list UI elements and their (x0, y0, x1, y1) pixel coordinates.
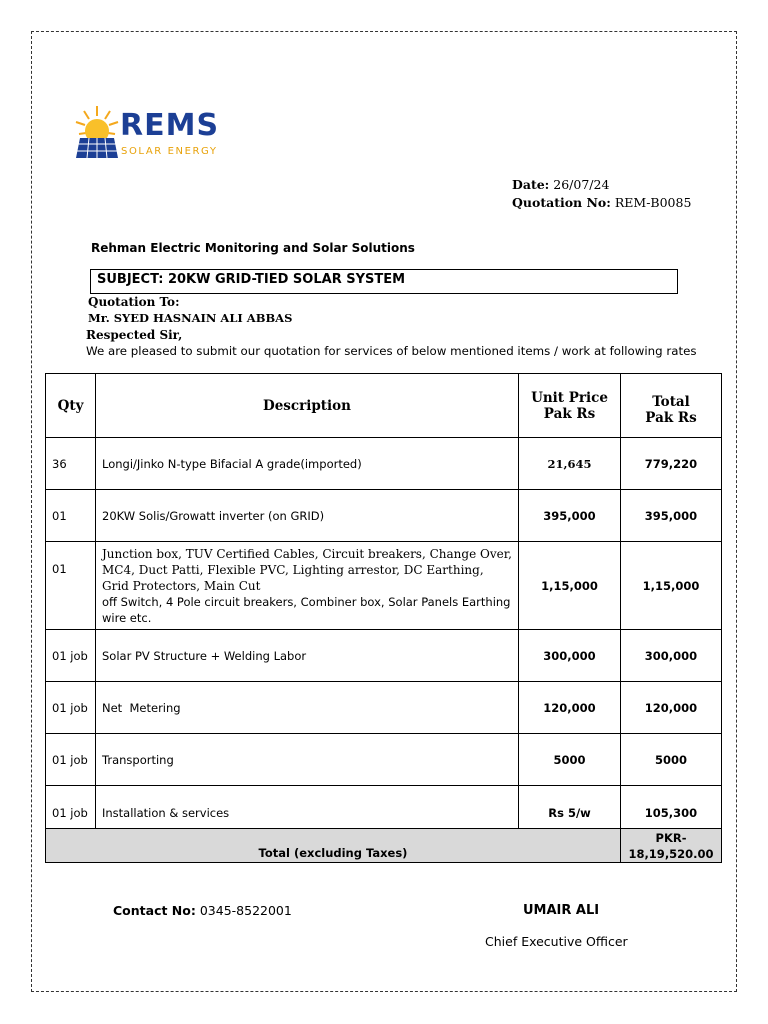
row-unit-price: 21,645 (519, 438, 621, 490)
table-row (46, 630, 722, 682)
quotation-number-line (512, 195, 691, 210)
description-header: Description (96, 374, 519, 438)
contact-label: Contact No: (113, 903, 196, 918)
row-qty: 01 job (46, 734, 96, 786)
row-unit-price: 5000 (519, 734, 621, 786)
row-unit-price: 120,000 (519, 682, 621, 734)
qty-header: Qty (46, 374, 96, 438)
row-description-line1: Junction box, TUV Certified Cables, Circuit breakers, Change Over, MC4, Duct Patti, Flexible PVC, Lighting arrestor, DC Earthing, Grid Protectors, Main Cut (102, 546, 512, 593)
row-qty: 36 (46, 438, 96, 490)
date-label: Date: (512, 177, 550, 192)
row-qty: 01 (46, 490, 96, 542)
table-row (46, 734, 722, 786)
logo-tagline: SOLAR ENERGY (121, 146, 218, 157)
table-row (46, 438, 722, 490)
company-logo (74, 104, 234, 164)
row-qty: 01 job (46, 630, 96, 682)
logo-brand-text: REMS (120, 108, 220, 143)
row-description: Installation & services (96, 786, 519, 829)
row-total: 5000 (621, 734, 722, 786)
row-description: 20KW Solis/Growatt inverter (on GRID) (96, 490, 519, 542)
grand-total (621, 829, 722, 863)
table-row (46, 542, 722, 630)
row-unit-price: 1,15,000 (519, 542, 621, 630)
row-total: 779,220 (621, 438, 722, 490)
table-row (46, 682, 722, 734)
unit-price-header-line1: Unit Price (531, 389, 608, 406)
row-unit-price: 395,000 (519, 490, 621, 542)
row-total: 105,300 (621, 786, 722, 829)
row-description: Longi/Jinko N-type Bifacial A grade(imported) (96, 438, 519, 490)
intro-text: We are pleased to submit our quotation for services of below mentioned items / work at following rates (86, 344, 697, 358)
row-description-line2: off Switch, 4 Pole circuit breakers, Combiner box, Solar Panels Earthing wire etc. (102, 594, 511, 625)
table-row (46, 786, 722, 829)
grand-total-line2: 18,19,520.00 (628, 846, 714, 861)
unit-price-header (519, 374, 621, 438)
row-description: Transporting (96, 734, 519, 786)
quotation-number-value: REM-B0085 (614, 195, 692, 210)
table-row (46, 490, 722, 542)
greeting: Respected Sir, (86, 328, 183, 342)
quotation-table (45, 373, 722, 863)
row-qty: 01 job (46, 786, 96, 829)
date-line (512, 177, 609, 192)
row-qty: 01 job (46, 682, 96, 734)
unit-price-header-line2: Pak Rs (543, 405, 596, 422)
company-name: Rehman Electric Monitoring and Solar Solutions (91, 241, 415, 255)
row-unit-price: 300,000 (519, 630, 621, 682)
row-unit-price: Rs 5/w (519, 786, 621, 829)
signatory-name: UMAIR ALI (523, 903, 600, 918)
row-description (96, 542, 519, 630)
signatory-title: Chief Executive Officer (485, 934, 628, 949)
table-header-row (46, 374, 722, 438)
row-description: Net Metering (96, 682, 519, 734)
recipient-name: Mr. SYED HASNAIN ALI ABBAS (88, 311, 293, 325)
subject-line: SUBJECT: 20KW GRID-TIED SOLAR SYSTEM (90, 269, 678, 294)
row-total: 300,000 (621, 630, 722, 682)
contact-info (113, 903, 292, 918)
total-header (621, 374, 722, 438)
grand-total-line1: PKR- (655, 830, 687, 845)
quotation-number-label: Quotation No: (512, 195, 611, 210)
row-total: 120,000 (621, 682, 722, 734)
total-label: Total (excluding Taxes) (46, 829, 621, 863)
row-total: 1,15,000 (621, 542, 722, 630)
total-header-line2: Pak Rs (645, 409, 697, 426)
solar-panel-sun-icon (74, 104, 120, 160)
contact-number: 0345-8522001 (199, 903, 292, 918)
quotation-to-label: Quotation To: (88, 295, 180, 309)
total-header-line1: Total (652, 393, 690, 410)
row-qty: 01 (46, 542, 96, 630)
date-value: 26/07/24 (553, 177, 610, 192)
total-row (46, 829, 722, 863)
row-total: 395,000 (621, 490, 722, 542)
row-description: Solar PV Structure + Welding Labor (96, 630, 519, 682)
